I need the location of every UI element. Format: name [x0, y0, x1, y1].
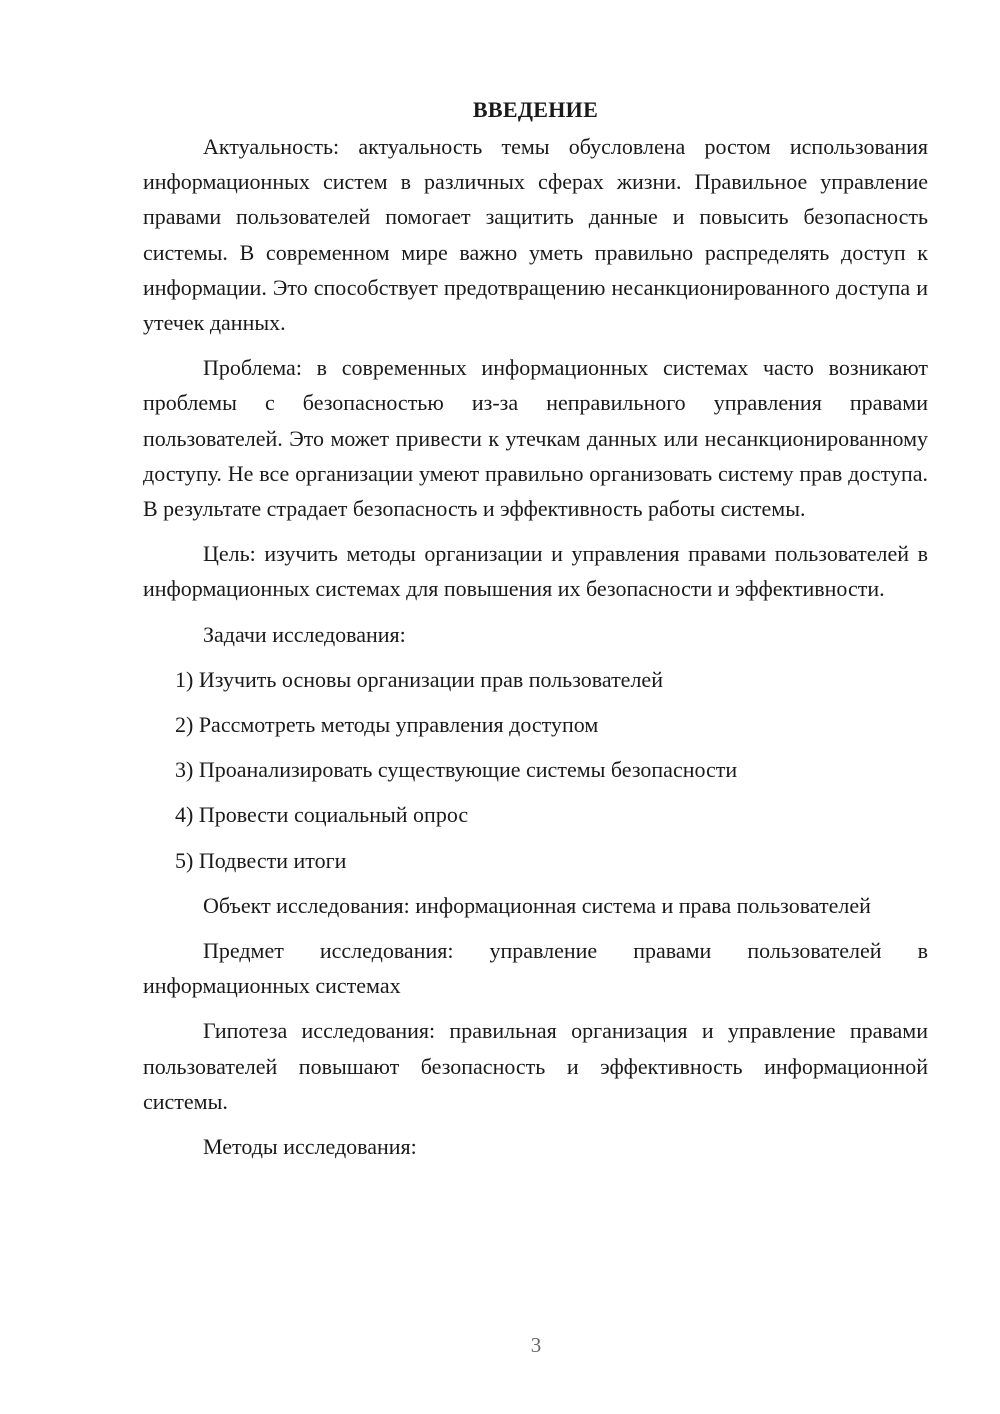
- list-item: 2) Рассмотреть методы управления доступом: [175, 712, 599, 738]
- list-item: 4) Провести социальный опрос: [175, 802, 469, 828]
- page-number: 3: [530, 1333, 542, 1357]
- document-page: [143, 92, 928, 1174]
- list-item: 1) Изучить основы организации прав пользователей: [175, 666, 663, 692]
- list-item: 3) Проанализировать существующие системы безопасности: [175, 757, 738, 783]
- paragraph-relevance: Актуальность: актуальность темы обусловлена ростом использования информационных систем в различных сферах жизни. Правильное управление правами пользователей помогает защитить данные и повысить безопасность системы. В современном мире важно уметь правильно распределять доступ к информации. Это способствует предотвращению несанкционированного доступа и утечек данных.: [143, 134, 928, 336]
- list-item: 5) Подвести итоги: [175, 847, 347, 873]
- paragraph-hypothesis: Гипотеза исследования: правильная организация и управление правами пользователей повышают безопасность и эффективность информационной системы.: [143, 1018, 928, 1114]
- section-title: ВВЕДЕНИЕ: [472, 97, 599, 122]
- tasks-label: Задачи исследования:: [203, 621, 406, 647]
- methods-label: Методы исследования:: [203, 1134, 417, 1160]
- paragraph-object: Объект исследования: информационная система и права пользователей: [203, 892, 871, 918]
- paragraph-subject: Предмет исследования: управление правами пользователей в информационных системах: [143, 938, 928, 999]
- paragraph-goal: Цель: изучить методы организации и управления правами пользователей в информационных системах для повышения их безопасности и эффективности.: [143, 541, 928, 602]
- paragraph-problem: Проблема: в современных информационных системах часто возникают проблемы с безопасностью из-за неправильного управления правами пользователей. Это может привести к утечкам данных или несанкционированному доступу. Не все организации умеют правильно организовать систему прав доступа. В результате страдает безопасность и эффективность работы системы.: [143, 355, 928, 522]
- tasks-list: [143, 662, 928, 878]
